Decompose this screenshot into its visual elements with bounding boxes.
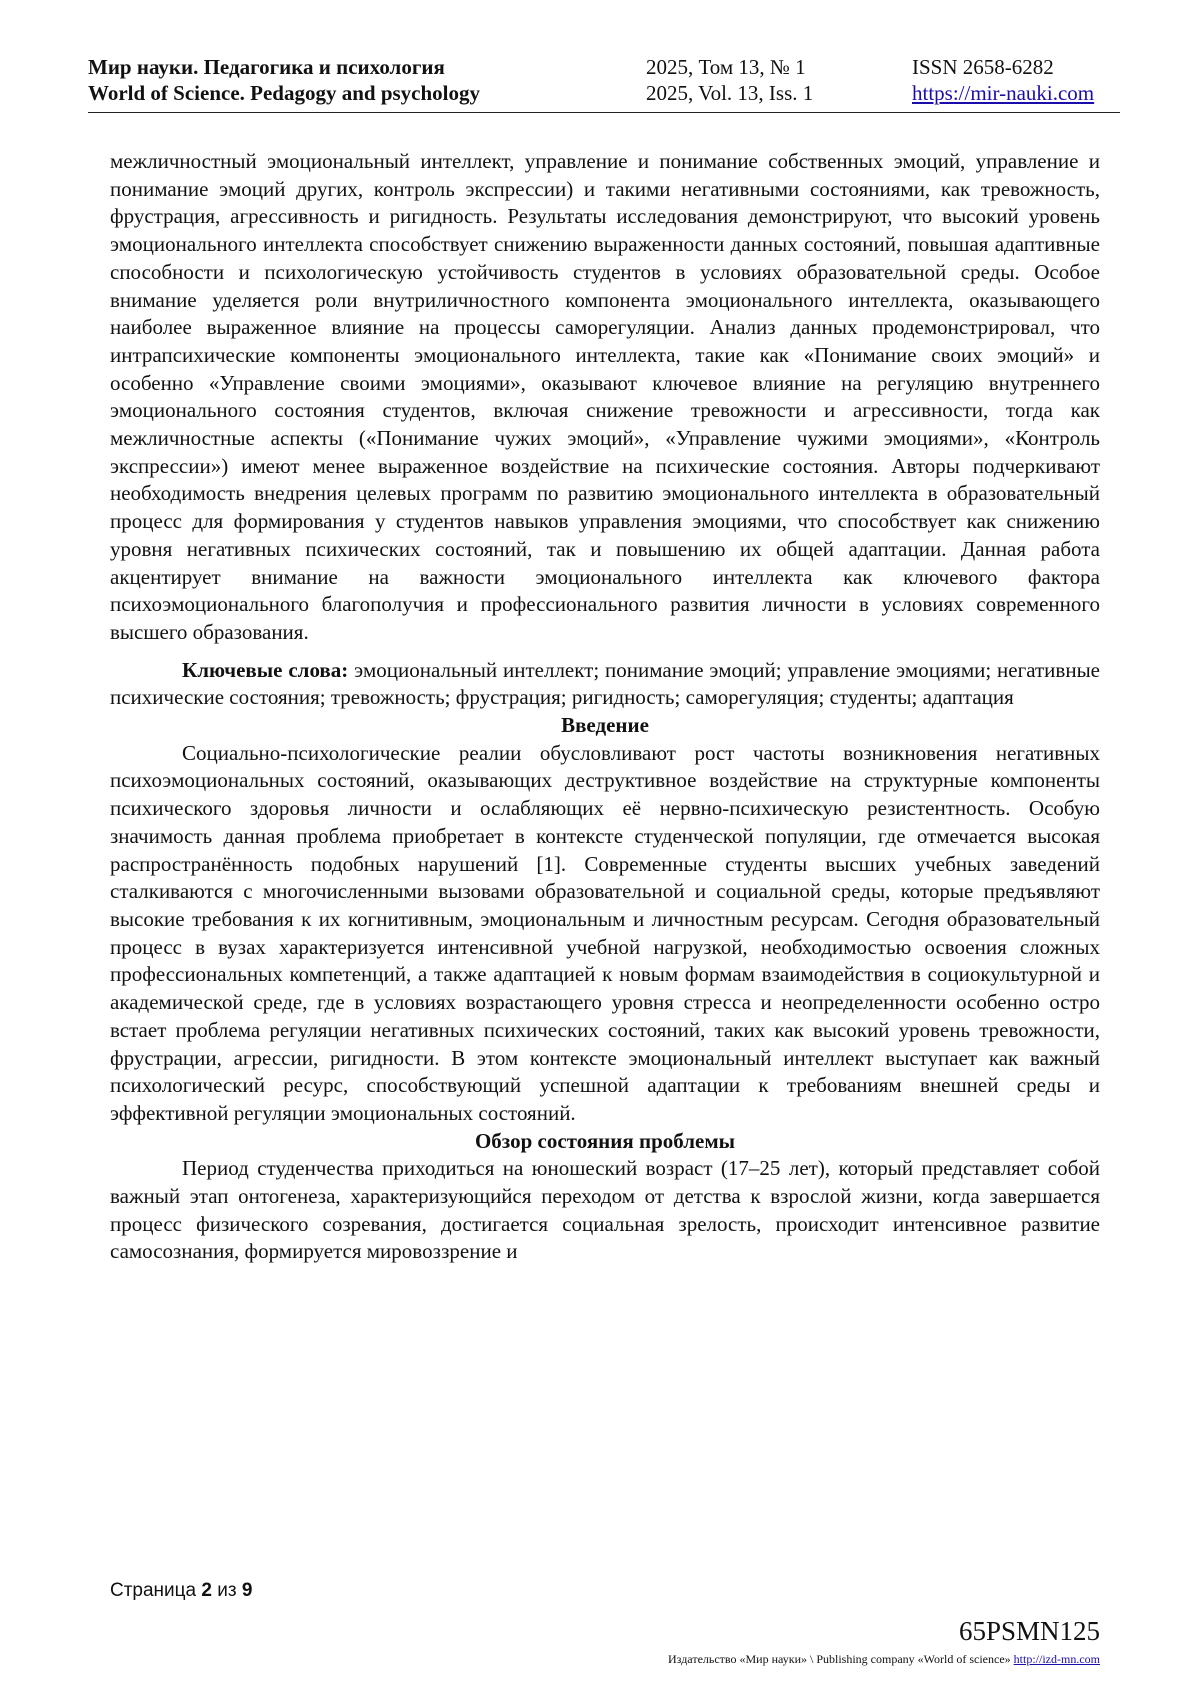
journal-title-ru: Мир науки. Педагогика и психология xyxy=(88,55,445,79)
running-header xyxy=(88,54,1120,113)
abstract-paragraph: межличностный эмоциональный интеллект, управление и понимание собственных эмоций, управление и понимание эмоций других, контроль экспрессии) и такими негативными состояниями, как тревожность, фрустрация, агрессивность и ригидность. Результаты исследования демонстрируют, что высокий уровень эмоционального интеллекта способствует снижению выраженности данных состояний, повышая адаптивные способности и психологическую устойчивость студентов в условиях образовательной среды. Особое внимание уделяется роли внутриличностного компонента эмоционального интеллекта, оказывающего наиболее выраженное влияние на процессы саморегуляции. Анализ данных продемонстрировал, что интрапсихические компоненты эмоционального интеллекта, такие как «Понимание своих эмоций» и особенно «Управление своими эмоциями», оказывают ключевое влияние на регуляцию внутреннего эмоционального состояния студентов, включая снижение тревожности и агрессивности, тогда как межличностные аспекты («Понимание чужих эмоций», «Управление чужими эмоциями», «Контроль экспрессии») имеют менее выраженное воздействие на психические состояния. Авторы подчеркивают необходимость внедрения целевых программ по развитию эмоционального интеллекта в образовательный процесс для формирования у студентов навыков управления эмоциями, что способствует как снижению уровня негативных психических состояний, так и повышению их общей адаптации. Данная работа акцентирует внимание на важности эмоционального интеллекта как ключевого фактора психоэмоционального благополучия и профессионального развития личности в условиях современного высшего образования. xyxy=(110,149,1100,644)
journal-title-en: World of Science. Pedagogy and psychology xyxy=(88,81,481,105)
article-code: 65PSMN125 xyxy=(958,1616,1100,1646)
intro-paragraph: Социально-психологические реалии обусловливают рост частоты возникновения негативных психоэмоциональных состояний, оказывающих деструктивное воздействие на структурные компоненты психического здоровья личности и ослабляющих её нервно-психическую резистентность. Особую значимость данная проблема приобретает в контексте студенческой популяции, где отмечается высокая распространённость подобных нарушений [1]. Современные студенты высших учебных заведений сталкиваются с многочисленными вызовами образовательной и социальной среды, которые предъявляют высокие требования к их когнитивным, эмоциональным и личностным ресурсам. Сегодня образовательный процесс в вузах характеризуется интенсивной учебной нагрузкой, необходимостью освоения сложных профессиональных компетенций, а также адаптацией к новым формам взаимодействия в социокультурной и академической среде, где в условиях возрастающего уровня стресса и неопределенности особенно остро встает проблема регуляции негативных психических состояний, таких как высокий уровень тревожности, фрустрации, агрессии, ригидности. В этом контексте эмоциональный интеллект выступает как важный психологический ресурс, способствующий успешной адаптации к требованиям внешней среды и эффективной регуляции эмоциональных состояний. xyxy=(110,740,1100,1125)
publisher-url-link[interactable]: http://izd-mn.com xyxy=(1013,1652,1100,1666)
section-heading-review: Обзор состояния проблемы xyxy=(474,1128,736,1153)
section-heading-intro: Введение xyxy=(561,713,649,738)
page-label: Страница xyxy=(110,1580,197,1601)
keywords-paragraph xyxy=(110,657,1100,712)
issn: ISSN 2658-6282 xyxy=(912,55,1054,79)
page-number xyxy=(110,1580,252,1602)
page-of: из xyxy=(217,1580,237,1601)
page-total: 9 xyxy=(241,1580,253,1601)
journal-title xyxy=(88,54,480,106)
issue-info-ru: 2025, Том 13, № 1 xyxy=(646,55,806,79)
issue-info-en: 2025, Vol. 13, Iss. 1 xyxy=(646,81,814,105)
keywords-text: эмоциональный интеллект; понимание эмоций; управление эмоциями; негативные психические состояния; тревожность; фрустрация; ригидность; саморегуляция; студенты; адаптация xyxy=(110,657,1100,710)
issue-info xyxy=(646,54,813,106)
publisher-text: Издательство «Мир науки» \ Publishing company «World of science» xyxy=(668,1652,1011,1666)
page-current: 2 xyxy=(201,1580,212,1601)
review-paragraph: Период студенчества приходиться на юношеский возраст (17–25 лет), который представляет собой важный этап онтогенеза, характеризующийся переходом от детства к взрослой жизни, когда завершается процесс физического созревания, достигается социальная зрелость, происходит интенсивное развитие самосознания, формируется мировоззрение и xyxy=(110,1156,1100,1264)
article-body xyxy=(110,148,1100,1266)
keywords-label: Ключевые слова: xyxy=(182,657,349,682)
publisher-line xyxy=(668,1652,1100,1667)
journal-url-link[interactable]: https://mir-nauki.com xyxy=(912,81,1095,105)
issn-block xyxy=(912,54,1094,106)
